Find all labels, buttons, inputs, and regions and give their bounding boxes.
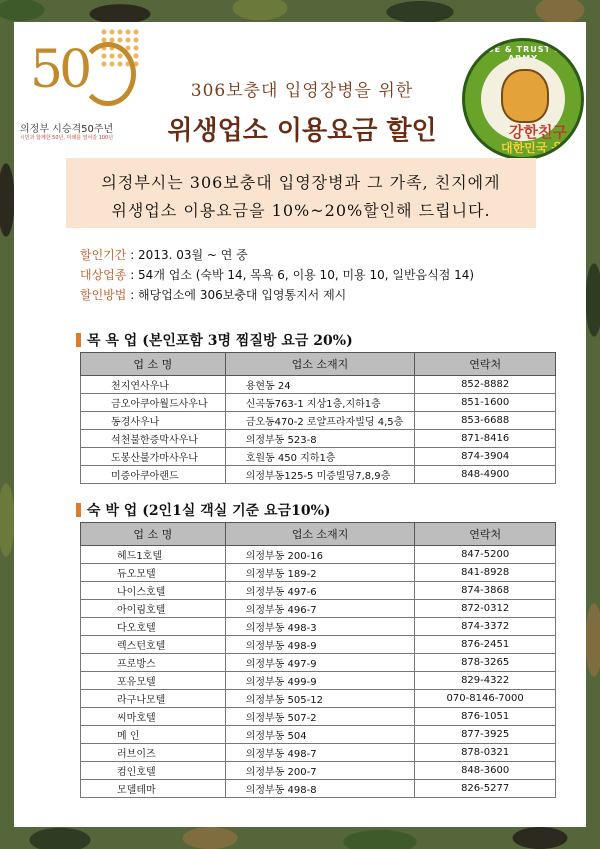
table-header-row — [81, 523, 556, 546]
business-address: 의정부동 504 — [225, 726, 415, 744]
business-address: 의정부동 189-2 — [225, 564, 415, 582]
section-marker-icon — [76, 503, 81, 517]
table-row — [81, 618, 556, 636]
business-phone: 878-3265 — [415, 654, 556, 672]
header-phone: 연락처 — [415, 523, 556, 546]
business-name: 동경사우나 — [81, 412, 226, 430]
logo-ring — [80, 42, 136, 106]
business-phone: 841-8928 — [415, 564, 556, 582]
info-key: 대상업종 — [80, 268, 127, 282]
business-phone: 848-3600 — [415, 762, 556, 780]
business-address: 신곡동763-1 지상1층,지하1층 — [225, 394, 415, 412]
table-row — [81, 546, 556, 564]
business-name: 금오아쿠아월드사우나 — [81, 394, 226, 412]
business-name: 도봉산불가마사우나 — [81, 448, 226, 466]
business-name: 아이림호텔 — [81, 600, 226, 618]
business-name: 메 인 — [81, 726, 226, 744]
table-row — [81, 412, 556, 430]
business-name: 헤드1호텔 — [81, 546, 226, 564]
business-phone: 874-3372 — [415, 618, 556, 636]
business-address: 의정부동 523-8 — [225, 430, 415, 448]
section-lodging-title — [76, 500, 331, 520]
bath-table — [80, 352, 556, 484]
banner-line-1: 의정부시는 306보충대 입영장병과 그 가족, 친지에게 — [101, 173, 501, 192]
header-phone: 연락처 — [415, 353, 556, 376]
info-key: 할인기간 — [80, 248, 127, 262]
business-phone: 871-8416 — [415, 430, 556, 448]
info-value: : 54개 업소 (숙박 14, 목욕 6, 이용 10, 미용 10, 일반음식점 14) — [126, 268, 475, 282]
business-address: 의정부동 498-8 — [225, 780, 415, 798]
business-address: 금오동470-2 로얄프라자빌딩 4,5층 — [225, 412, 415, 430]
table-header-row — [81, 353, 556, 376]
table-row — [81, 636, 556, 654]
business-phone: 876-2451 — [415, 636, 556, 654]
section-marker-icon — [76, 333, 81, 347]
business-address: 의정부동 498-9 — [225, 636, 415, 654]
info-value: : 2013. 03월 ~ 연 중 — [126, 248, 248, 262]
title-subtitle: 306보충대 입영장병을 위한 — [190, 81, 414, 101]
business-phone: 877-3925 — [415, 726, 556, 744]
business-address: 의정부동 498-7 — [225, 744, 415, 762]
business-name: 렉스턴호텔 — [81, 636, 226, 654]
business-phone: 848-4900 — [415, 466, 556, 484]
info-method — [80, 286, 550, 303]
city-50th-anniversary-logo — [20, 28, 140, 148]
business-address: 의정부동 200-7 — [225, 762, 415, 780]
business-phone: 878-0321 — [415, 744, 556, 762]
info-key: 할인방법 — [80, 288, 127, 302]
business-address: 의정부동 200-16 — [225, 546, 415, 564]
table-row — [81, 726, 556, 744]
army-mascot-badge — [462, 38, 584, 160]
table-row — [81, 582, 556, 600]
badge-motto: 대한민국 육군 — [501, 141, 575, 155]
business-address: 의정부동 499-9 — [225, 672, 415, 690]
info-period — [80, 246, 550, 263]
business-name: 포유모텔 — [81, 672, 226, 690]
discount-banner — [66, 158, 536, 228]
logo-slogan: 시민과 함께한 50년, 미래를 열어갈 100년 — [20, 135, 114, 141]
table-row — [81, 744, 556, 762]
table-row — [81, 672, 556, 690]
business-address: 의정부동 497-6 — [225, 582, 415, 600]
table-row — [81, 762, 556, 780]
business-phone: 852-8882 — [415, 376, 556, 394]
business-address: 의정부동 507-2 — [225, 708, 415, 726]
header-name: 업 소 명 — [81, 523, 226, 546]
business-name: 듀오모텔 — [81, 564, 226, 582]
table-row — [81, 448, 556, 466]
logo-number: 50 — [30, 40, 89, 100]
table-row — [81, 654, 556, 672]
business-name: 다오호텔 — [81, 618, 226, 636]
business-name: 러브이즈 — [81, 744, 226, 762]
business-name: 컴인호텔 — [81, 762, 226, 780]
table-row — [81, 780, 556, 798]
badge-name: 강한친구 — [509, 123, 567, 141]
business-name: 천지연사우나 — [81, 376, 226, 394]
table-row — [81, 394, 556, 412]
business-address: 의정부동 498-3 — [225, 618, 415, 636]
business-address: 의정부동 496-7 — [225, 600, 415, 618]
badge-arc-text: PRIDE & TRUST ROK — [469, 45, 577, 54]
business-address: 호원동 450 지하1층 — [225, 448, 415, 466]
header-address: 업소 소재지 — [225, 523, 415, 546]
section-lodging-label: 숙 박 업 (2인1실 객실 기준 요금10%) — [87, 503, 331, 519]
business-address: 의정부동 505-12 — [225, 690, 415, 708]
business-name: 프로방스 — [81, 654, 226, 672]
lodging-table — [80, 522, 556, 798]
table-row — [81, 466, 556, 484]
table-row — [81, 600, 556, 618]
info-value: : 해당업소에 306보충대 입영통지서 제시 — [126, 288, 347, 302]
table-row — [81, 430, 556, 448]
business-phone: 847-5200 — [415, 546, 556, 564]
section-bath-label: 목 욕 업 (본인포함 3명 찜질방 요금 20%) — [87, 333, 353, 349]
business-phone: 872-0312 — [415, 600, 556, 618]
table-row — [81, 376, 556, 394]
table-row — [81, 708, 556, 726]
page-title: 위생업소 이용요금 할인 — [167, 116, 437, 146]
business-name: 라구나모텔 — [81, 690, 226, 708]
business-phone: 874-3868 — [415, 582, 556, 600]
business-phone: 851-1600 — [415, 394, 556, 412]
logo-caption: 의정부 시승격50주년 — [20, 124, 114, 135]
header-address: 업소 소재지 — [225, 353, 415, 376]
business-name: 미증아쿠아랜드 — [81, 466, 226, 484]
business-name: 석천불한증막사우나 — [81, 430, 226, 448]
business-phone: 853-6688 — [415, 412, 556, 430]
business-phone: 829-4322 — [415, 672, 556, 690]
business-address: 의정부동 497-9 — [225, 654, 415, 672]
business-address: 용현동 24 — [225, 376, 415, 394]
business-phone: 070-8146-7000 — [415, 690, 556, 708]
table-row — [81, 564, 556, 582]
tiger-mascot-icon — [501, 69, 549, 123]
banner-line-2: 위생업소 이용요금을 10%~20%할인해 드립니다. — [111, 201, 491, 220]
business-name: 나이스호텔 — [81, 582, 226, 600]
business-name: 모델테마 — [81, 780, 226, 798]
section-bath-title — [76, 330, 353, 350]
business-name: 씨마호텔 — [81, 708, 226, 726]
business-address: 의정부동125-5 미증빌딩7,8,9층 — [225, 466, 415, 484]
business-phone: 876-1051 — [415, 708, 556, 726]
table-row — [81, 690, 556, 708]
business-phone: 874-3904 — [415, 448, 556, 466]
header-name: 업 소 명 — [81, 353, 226, 376]
info-targets — [80, 266, 550, 283]
business-phone: 826-5277 — [415, 780, 556, 798]
